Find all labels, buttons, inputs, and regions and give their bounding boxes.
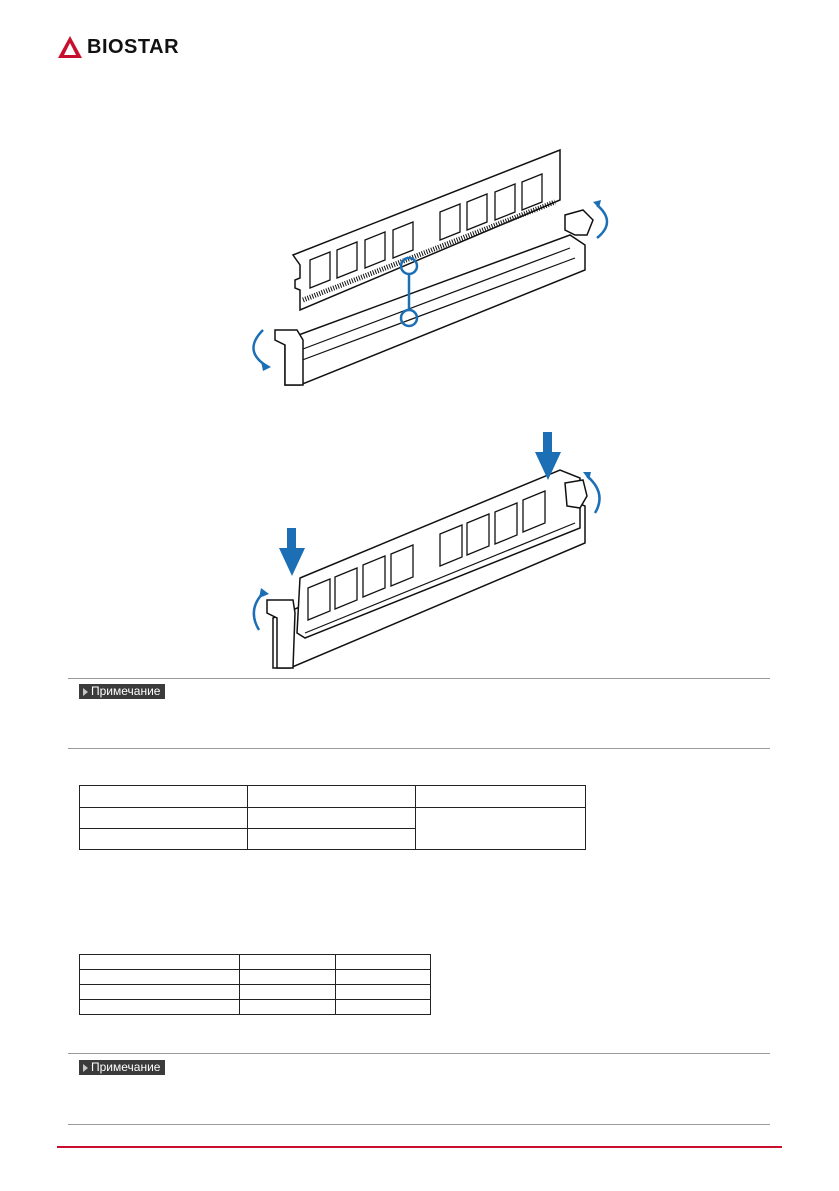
note-top-rule	[68, 1053, 770, 1054]
table-cell	[248, 808, 416, 829]
memory-module-insertion-illustration	[235, 428, 615, 673]
memory-module-alignment-illustration	[225, 140, 625, 395]
note-label: Примечание	[91, 684, 161, 698]
memory-config-table	[79, 785, 586, 850]
table-cell	[80, 955, 240, 970]
biostar-emblem-icon	[57, 35, 83, 59]
table-cell	[335, 955, 430, 970]
note-badge	[79, 684, 165, 699]
table-cell	[240, 985, 335, 1000]
table-cell	[416, 808, 586, 850]
table-cell	[335, 970, 430, 985]
note-bottom-rule	[68, 1124, 770, 1125]
brand-logo	[57, 33, 179, 61]
table-cell	[335, 985, 430, 1000]
memory-slot-table	[79, 954, 431, 1015]
footer-rule	[57, 1146, 782, 1148]
table-cell	[80, 808, 248, 829]
table-cell	[416, 786, 586, 808]
note-triangle-icon	[83, 1064, 88, 1072]
note-top-rule	[68, 678, 770, 679]
table-cell	[240, 955, 335, 970]
note-badge	[79, 1060, 165, 1075]
table-cell	[240, 1000, 335, 1015]
table-cell	[240, 970, 335, 985]
note-label: Примечание	[91, 1060, 161, 1074]
note-triangle-icon	[83, 688, 88, 696]
table-cell	[80, 786, 248, 808]
table-cell	[335, 1000, 430, 1015]
brand-name: BIOSTAR	[87, 35, 180, 58]
table-cell	[80, 970, 240, 985]
table-cell	[80, 1000, 240, 1015]
table-cell	[248, 829, 416, 850]
table-cell	[80, 985, 240, 1000]
table-cell	[80, 829, 248, 850]
table-cell	[248, 786, 416, 808]
note-bottom-rule	[68, 748, 770, 749]
